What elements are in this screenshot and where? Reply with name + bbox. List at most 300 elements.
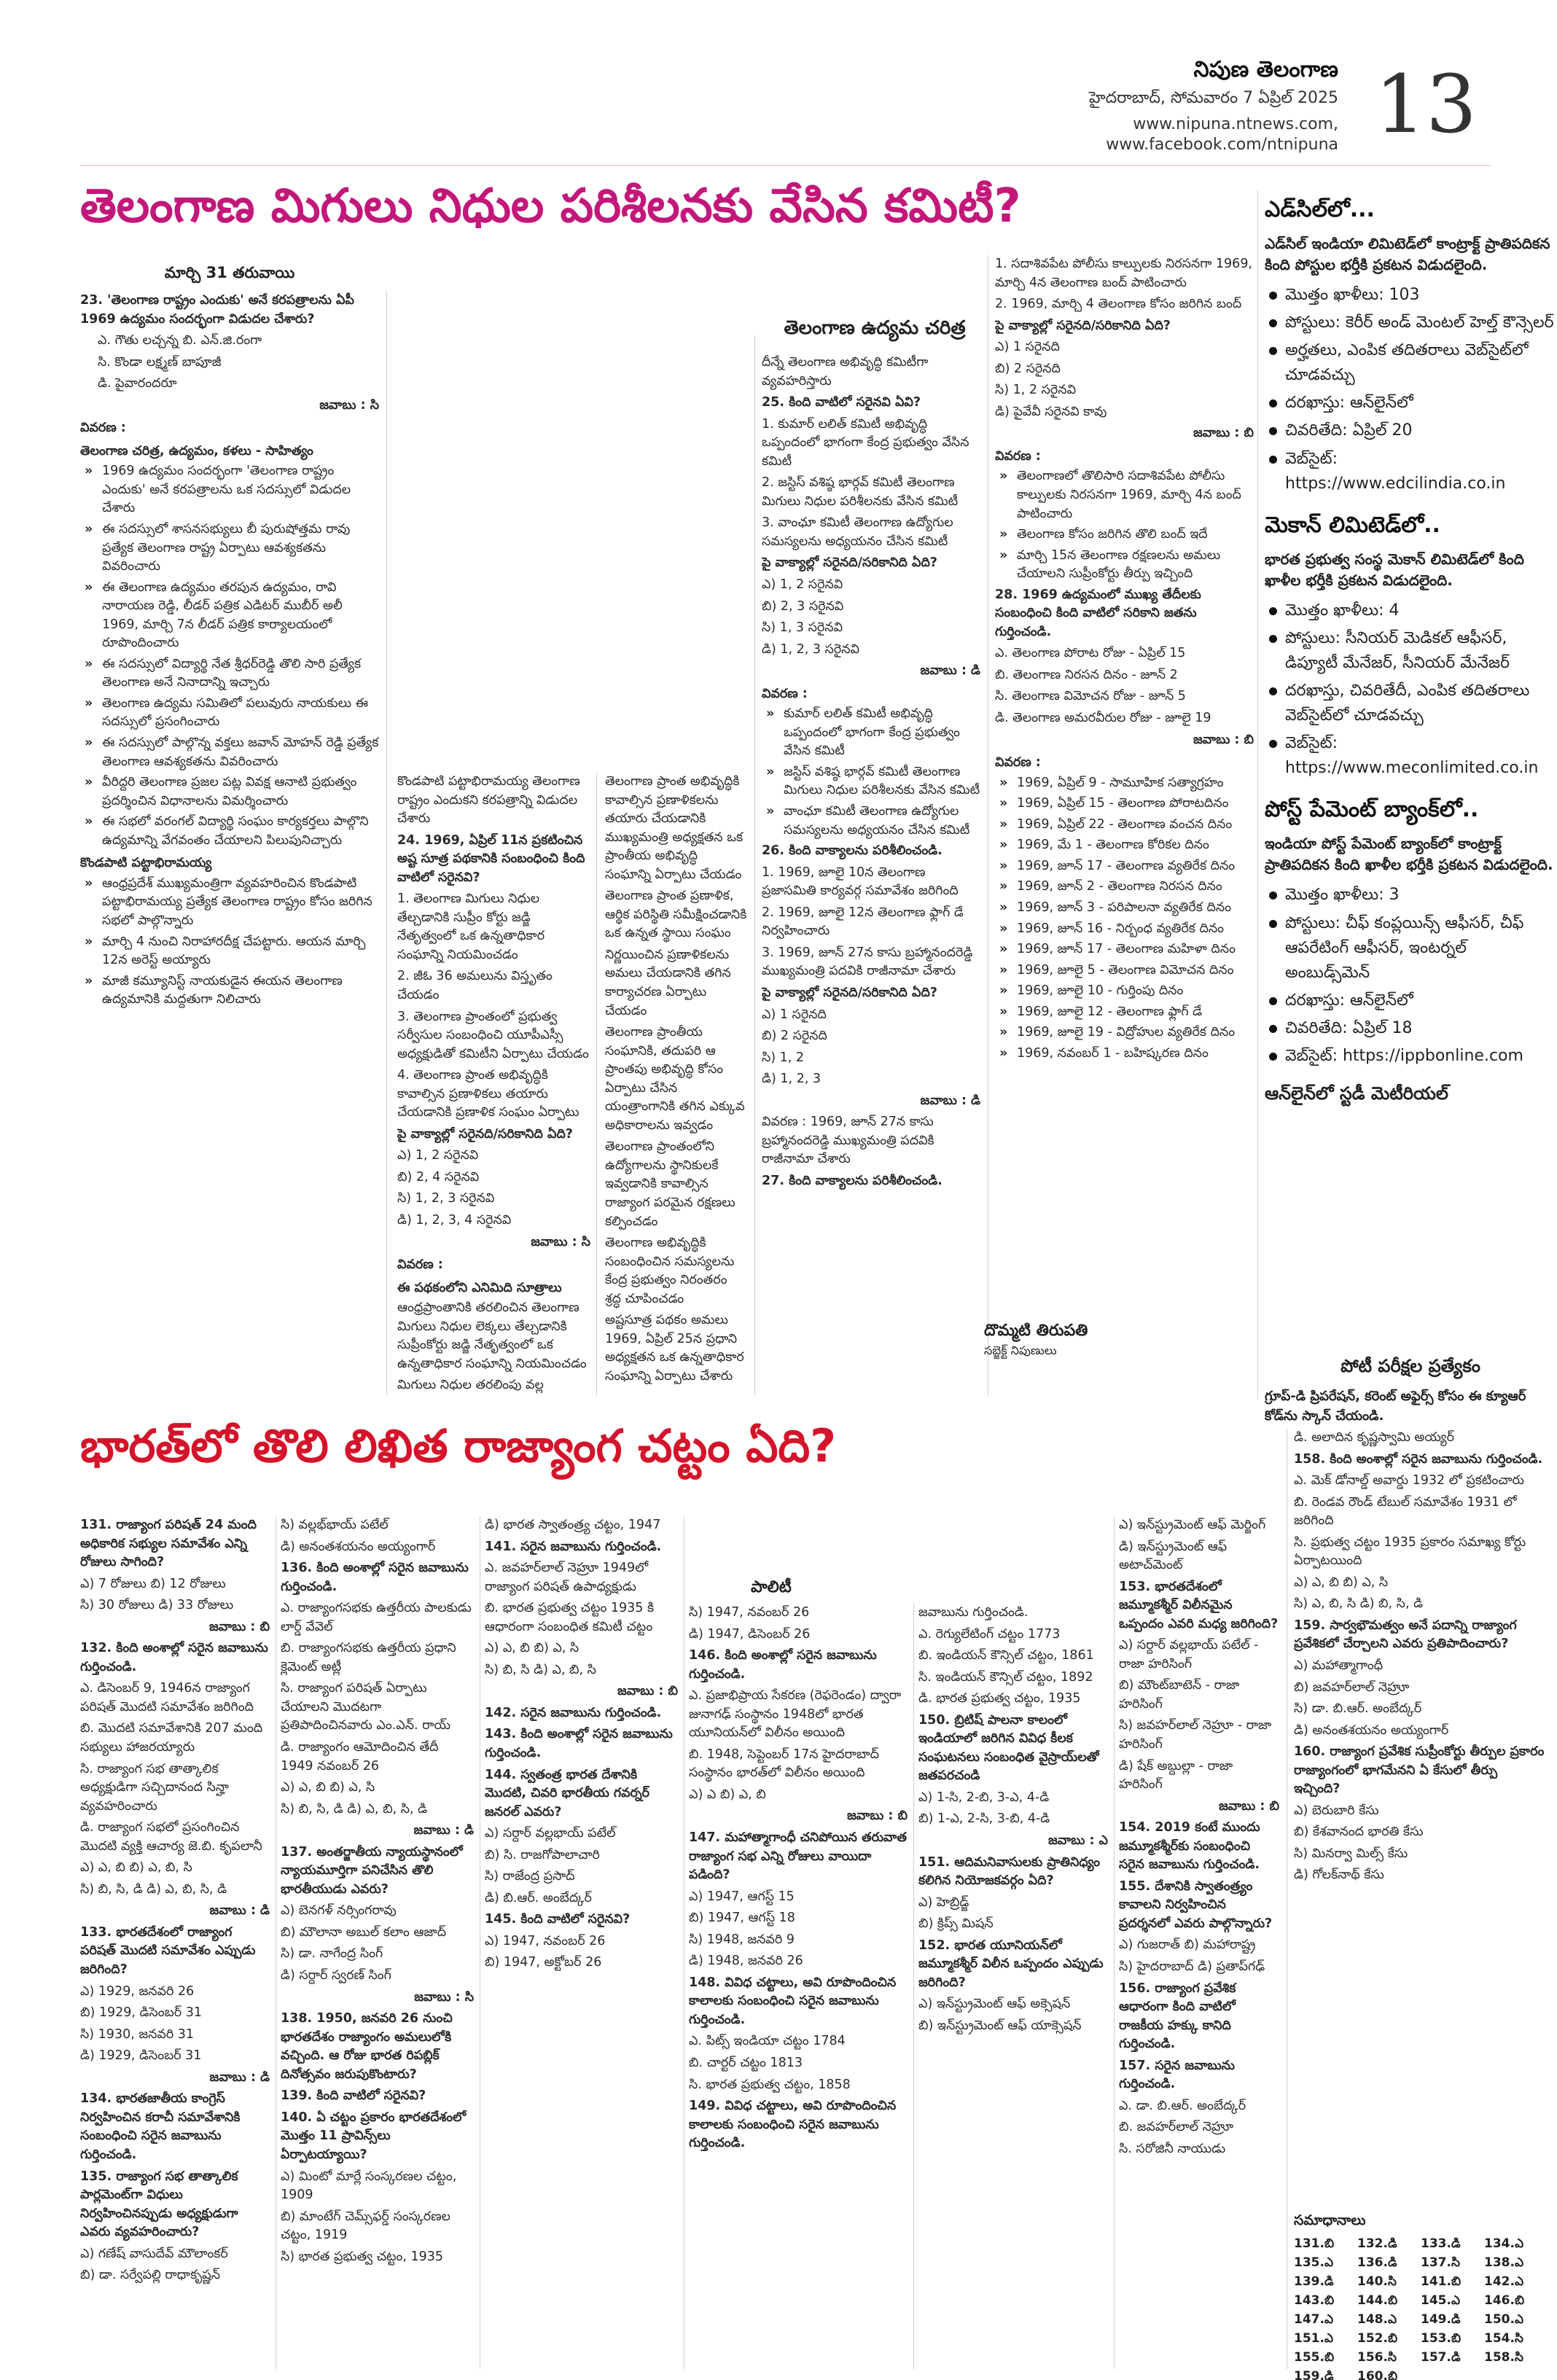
answer-key-item: 148.ఎ [1357, 2312, 1397, 2327]
answer-key-item: 136.డి [1357, 2255, 1397, 2270]
list-item: » 1969, జూన్ 17 - తెలంగాణ మహిళా దినం [995, 940, 1254, 959]
option: ఎ. రాజ్యాంగసభకు ఉత్తరీయ పాలకుడు లార్డ్ వేవెల్ [281, 1601, 472, 1634]
choice: బి) 2, 4 సరైనవి [397, 1169, 480, 1185]
explanation-heading: ఈ పథకంలోని ఎనిమిది సూత్రాలు [397, 1280, 562, 1295]
option: బి. రెండవ రౌండ్ టేబుల్ సమావేశం 1931 లో జరిగింది [1294, 1494, 1517, 1529]
choice: సి) డా. బి.ఆర్. అంబేద్కర్ [1294, 1701, 1422, 1717]
section-badge: తెలంగాణ ఉద్యమ చరిత్ర [784, 317, 966, 339]
choice: సి) 1948, జనవరి 9 [689, 1932, 795, 1947]
explanation-list [80, 875, 379, 1010]
column-divider [1257, 190, 1258, 1400]
choice: డి) 1947, డిసెంబర్ 26 [689, 1626, 811, 1642]
choice: ఎ) 1 సరైనది [995, 340, 1060, 355]
option: 3. 1969, జూన్ 27న కాసు బ్రహ్మానందరెడ్డి ముఖ్యమంత్రి పదవికి రాజీనామా చేశారు [762, 945, 973, 979]
question-131: 131. రాజ్యాంగ పరిషత్ 24 మంది అధికారిక సభ్యుల సమావేశం ఎన్ని రోజులు సాగింది? [80, 1518, 257, 1570]
list-item: దరఖాస్తు, చివరితేదీ, ఎంపిక తదితరాలు వెబ్‌సైట్‌లో చూడవచ్చు [1265, 679, 1556, 728]
option: బి. రాజ్యాంగసభకు ఉత్తరీయ ప్రధాని క్లెమెంట్ అట్లీ [281, 1641, 456, 1674]
question-25: 25. కింది వాటిలో సరైనవి ఏవి? [762, 395, 921, 410]
paragraph: కొండపాటి పట్టాభిరామయ్య తెలంగాణ రాష్ట్రం ఎందుకని కరపత్రాన్ని విడుదల చేశారు [397, 774, 580, 827]
explanation-list [762, 705, 980, 840]
list-item[interactable]: వెబ్‌సైట్: https://www.meconlimited.co.in [1265, 731, 1556, 781]
question-142: 142. సరైన జవాబును గుర్తించండి. [485, 1705, 662, 1720]
list-item: » వీరిద్దరి తెలంగాణ ప్రజల పట్ల వివక్ష ఆనాటి ప్రభుత్వం ప్రదర్శించిన విధానాలను విమర్శించారు [80, 773, 379, 811]
choice: బి) 1947, ఆగస్ట్ 18 [689, 1911, 795, 1926]
polity-column-4 [689, 1604, 908, 2369]
answer: జవాబు : బి [209, 1619, 270, 1634]
author-name: దొమ్మటి తిరుపతి [984, 1322, 1088, 1340]
answer-key-item: 141.బి [1421, 2274, 1462, 2289]
continued-tag: మార్చి 31 తరువాయి [164, 264, 295, 281]
question-133: 133. భారతదేశంలో రాజ్యాంగ పరిషత్ మొదటి సమావేశం ఎప్పుడు జరిగింది? [80, 1924, 256, 1978]
option: సి. భారత ప్రభుత్వ చట్టం, 1858 [689, 2077, 851, 2092]
question-156: 156. రాజ్యాంగ ప్రవేశిక ఆధారంగా కింది వాటిలో రాజకీయ హక్కు కానిది గుర్తించండి. [1119, 1981, 1236, 2052]
explanation-item: తెలంగాణ ప్రాంతంలోని ఉద్యోగాలను స్థానికులకే ఇవ్వడానికి కావాల్సిన రాజ్యాంగ పరమైన రక్షణలు కల్పించడం [605, 1139, 735, 1229]
choice: ఎ) 1947, నవంబర్ 26 [485, 1933, 606, 1948]
choice: డి) ఇన్‌స్ట్రుమెంట్ ఆఫ్ అటాచ్‌మెంట్ [1119, 1539, 1228, 1573]
polity-column-2 [281, 1516, 474, 2369]
choice: సి) బి, సి, డి డి) ఎ, బి, సి, డి [80, 1881, 227, 1897]
choice: సి) 1947, నవంబర్ 26 [689, 1605, 810, 1620]
list-item: » 1969, మే 1 - తెలంగాణ కోరికల దినం [995, 836, 1254, 855]
polity-column-3 [485, 1516, 678, 2369]
question-136: 136. కింది అంశాల్లో సరైన జవాబును గుర్తించండి. [281, 1561, 469, 1594]
question-148: 148. వివిధ చట్టాలు, అవి రూపొందించిన కాలాలకు సంబంధించి సరైన జవాబును గుర్తించండి. [689, 1975, 897, 2027]
answer-key-item: 156.సి [1357, 2350, 1397, 2365]
question-143: 143. కింది అంశాల్లో సరైన జవాబును గుర్తించండి. [485, 1727, 673, 1761]
option: 4. తెలంగాణ ప్రాంత అభివృద్ధికి కావాల్సిన ప్రణాళికలు తయారు చేయడానికి ప్రణాళిక సంఘం ఏర్పాటు [397, 1068, 580, 1120]
answer-key-item: 140.సి [1357, 2274, 1397, 2289]
option: సి. సరోజినీ నాయుడు [1119, 2141, 1226, 2156]
answer: జవాబు : బి [1219, 1798, 1279, 1814]
option: డి. పైవారందరూ [98, 376, 177, 391]
answer-key-item: 154.సి [1484, 2331, 1523, 2346]
list-item: » వాంఛూ కమిటీ తెలంగాణ ఉద్యోగుల సమస్యలను అధ్యయనం చేసిన కమిటీ [762, 803, 980, 840]
answer: జవాబు : బి [1193, 426, 1254, 441]
exam-box-desc: గ్రూప్-డి ప్రిపరేషన్, కరెంట్ అఫైర్స్ కోసం ఈ క్యూఆర్ కోడ్‌ను స్కాన్ చేయండి. [1265, 1389, 1526, 1424]
option: 1. కుమార్ లలిత్ కమిటీ అభివృద్ధి ఒప్పందంలో భాగంగా కేంద్ర ప్రభుత్వం వేసిన కమిటీ [762, 416, 969, 469]
question-153: 153. భారతదేశంలో జమ్మూకశ్మీర్ విలీనమైన ఒప్పందం ఎవరి మధ్య జరిగింది? [1119, 1579, 1279, 1631]
list-item[interactable]: వెబ్‌సైట్: https://www.edcilindia.co.in [1265, 447, 1556, 496]
answer: జవాబు : సి [319, 397, 379, 413]
list-item: » తెలంగాణ ఉద్యమ సమితిలో పలువురు నాయకులు ఈ సదస్సులో ప్రసంగించారు [80, 695, 379, 732]
choice: సి) రాజేంద్ర ప్రసాద్ [485, 1869, 575, 1884]
exam-special-box [1265, 1356, 1556, 1426]
list-item: మొత్తం ఖాళీలు: 4 [1265, 598, 1556, 623]
choice: డి) పైవేవీ సరైనవి కావు [995, 404, 1107, 419]
option: ఎ. పిట్స్ ఇండియా చట్టం 1784 [689, 2034, 846, 2049]
polity-column-1 [80, 1516, 270, 2369]
option: డి. తెలంగాణ అమరవీరుల రోజు - జూలై 19 [995, 711, 1211, 726]
option: 2. 1969, జూలై 12న తెలంగాణ ఫ్లాగ్ డే నిర్వహించారు [762, 905, 964, 939]
notice-heading: పోస్ట్ పేమెంట్ బ్యాంక్‌లో.. [1265, 797, 1479, 823]
notice-heading: ఎడ్‌సిల్‌లో... [1265, 197, 1375, 222]
choice: డి) భారత స్వాతంత్ర్య చట్టం, 1947 [485, 1518, 661, 1532]
choice: డి) గోలక్‌నాథ్ కేసు [1294, 1868, 1384, 1883]
choice: బి) మౌలానా అబుల్ కలాం ఆజాద్ [281, 1924, 447, 1940]
option: సి. రాజ్యాంగ సభ తాత్కాలిక అధ్యక్షుడిగా సచ్చిదానంద సిన్హా వ్యవహరించారు [80, 1761, 229, 1814]
option: డి. అలాదిన కృష్ణస్వామి అయ్యర్ [1294, 1430, 1455, 1445]
choice: బి) కేశవానంద భారతి కేసు [1294, 1825, 1424, 1840]
list-item: » 1969, ఏప్రిల్ 9 - సామూహిక సత్యాగ్రహం [995, 774, 1254, 793]
choice: ఎ) ఎ, బి బి) ఎ, సి [1294, 1575, 1389, 1590]
option: సి. ప్రభుత్వ చట్టం 1935 ప్రకారం సమాఖ్య కోర్టు ఏర్పాటయింది [1294, 1534, 1526, 1569]
answer-key-item: 133.డి [1421, 2236, 1461, 2251]
option: సి. తెలంగాణ విమోచన రోజు - జూన్ 5 [995, 689, 1186, 704]
choice: డి) అనంతశయనం అయ్యంగార్ [281, 1539, 436, 1554]
column-divider [386, 292, 387, 1396]
choice: ఎ) 1947, ఆగస్ట్ 15 [689, 1889, 795, 1904]
choice: డి) బి.ఆర్. అంబేద్కర్ [485, 1890, 592, 1905]
choice: బి) 1929, డిసెంబర్ 31 [80, 2005, 202, 2021]
question-152: 152. భారత యూనియన్‌లో జమ్మూకశ్మీర్ విలీన ఒప్పందం ఎప్పుడు జరిగింది? [918, 1938, 1104, 1990]
option: డి. రాజ్యాంగ సభలో ప్రసంగించిన మొదటి వ్యక్తి ఆచార్య జె.బి. కృపలానీ [80, 1820, 262, 1854]
choice: బి) క్రిప్స్ మిషన్ [918, 1916, 994, 1932]
choice: సి) 1, 2, 3 సరైనవి [397, 1191, 495, 1206]
choice: సి) ఎ, బి, సి డి) బి, సి, డి [1294, 1596, 1424, 1612]
option: ఎ. మెక్ డోనాల్డ్ అవార్డు 1932 లో ప్రకటించారు [1294, 1473, 1524, 1489]
list-item: » కుమార్ లలిత్ కమిటీ అభివృద్ధి ఒప్పందంలో భాగంగా కేంద్ర ప్రభుత్వం వేసిన కమిటీ [762, 705, 980, 761]
notice-intro: భారత ప్రభుత్వ సంస్థ మెకాన్ లిమిటెడ్‌లో కింది ఖాళీల భర్తీకి ప్రకటన విడుదలైంది. [1265, 550, 1524, 589]
notice-heading: మెకాన్ లిమిటెడ్‌లో.. [1265, 512, 1440, 538]
paragraph: జవాబును గుర్తించండి. [918, 1605, 1029, 1620]
answer-key-item: 158.సి [1484, 2350, 1523, 2365]
choice: ఎ) 1, 2 సరైనవి [397, 1148, 479, 1163]
choice: డి) 1929, డిసెంబర్ 31 [80, 2048, 202, 2064]
choice: డి) అనంతశయనం అయ్యంగార్ [1294, 1722, 1449, 1738]
explanation-label: వివరణ : [995, 448, 1041, 464]
choice: సి) డా. నాగేంద్ర సింగ్ [281, 1946, 383, 1962]
choice: ఎ) 1-సి, 2-బి, 3-ఎ, 4-డి [918, 1790, 1050, 1805]
answer-key-item: 150.ఎ [1484, 2312, 1524, 2327]
exam-box-title: పోటీ పరీక్షల ప్రత్యేకం [1341, 1356, 1480, 1376]
choice: డి) షేక్ అబ్దుల్లా - రాజా హరిసింగ్ [1119, 1758, 1233, 1792]
list-item: » ఈ సభలో వరంగల్ విద్యార్థి సంఘం కార్యకర్తలు పాల్గొని ఉద్యమాన్ని వేగవంతం చేయాలని పిలుపునిచ్చారు [80, 813, 379, 850]
column-divider [596, 773, 597, 1396]
explanation-item: తెలంగాణ ప్రాంత ప్రణాళిక, ఆర్థిక పరిస్థితి సమీక్షించడానికి ఒక ఉన్నత స్థాయి సంఘం [605, 889, 747, 941]
question-159: 159. సార్వభౌమత్వం అనే పదాన్ని రాజ్యాంగ ప్రవేశికలో చేర్చాలని ఎవరు ప్రతిపాదించారు? [1294, 1618, 1517, 1652]
choice: ఎ) 1 సరైనది [762, 1007, 827, 1022]
list-item: » తెలంగాణ కోసం జరిగిన తొలి బంద్ ఇదే [995, 526, 1254, 545]
choice: ఎ) ఎ, బి బి) ఎ, సి [485, 1641, 580, 1656]
explanation-label: వివరణ : [80, 421, 126, 436]
answer-key-item: 132.డి [1357, 2236, 1397, 2251]
answer: జవాబు : డి [209, 1903, 270, 1919]
subheading: కొండపాటి పట్టాభిరామయ్య [80, 856, 212, 871]
column-divider [913, 1604, 914, 2369]
option: బి. జవహర్‌లాల్ నెహ్రూ [1119, 2120, 1234, 2135]
notice-intro: ఎడ్‌సిల్ ఇండియా లిమిటెడ్‌లో కాంట్రాక్ట్ ప్రాతిపదికన కింది పోస్టుల భర్తీకి ప్రకటన విడుదలైంది. [1265, 235, 1550, 273]
answer-key-item: 139.డి [1294, 2274, 1334, 2289]
list-item: » 1969, జూన్ 16 - నిర్బంధ వ్యతిరేక దినం [995, 920, 1254, 939]
option: డి. భారత ప్రభుత్వ చట్టం, 1935 [918, 1691, 1081, 1706]
choice: డి) 1, 2, 3, 4 సరైనవి [397, 1213, 512, 1228]
answer-key-item: 153.బి [1421, 2331, 1462, 2346]
notice-intro: ఇండియా పోస్ట్ పేమెంట్ బ్యాంక్‌లో కాంట్రాక్ట్ ప్రాతిపదికన కింది ఖాళీల భర్తీకి ప్రకటన విడుదలైంది. [1265, 835, 1553, 874]
question-prompt: పై వాక్యాల్లో సరైనది/సరికానిది ఏది? [995, 318, 1171, 333]
explanation: వివరణ : 1969, జూన్ 27న కాసు బ్రహ్మానందరెడ్డి ముఖ్యమంత్రి పదవికి రాజీనామా చేశారు [762, 1115, 934, 1167]
list-item: అర్హతలు, ఎంపిక తదితరాలు వెబ్‌సైట్‌లో చూడవచ్చు [1265, 338, 1556, 388]
explanation-item: నిర్ణయించిన ప్రణాళికలను అమలు చేయడానికి తగిన కార్యాచరణ ఏర్పాటు చేయడం [605, 947, 731, 1018]
answer-key-item: 137.సి [1421, 2255, 1460, 2270]
choice: ఎ) ఎ బి) ఎ, బి [689, 1787, 766, 1802]
answer: జవాబు : డి [920, 1093, 980, 1108]
choice: ఎ) ఎ, బి బి) ఎ, బి, సి [80, 1860, 192, 1876]
choice: సి) భారత ప్రభుత్వ చట్టం, 1935 [281, 2249, 444, 2264]
answer-key-item: 159.డి [1294, 2369, 1334, 2380]
jobs-sidebar [1265, 190, 1556, 1108]
polity-column-6 [1119, 1516, 1279, 2369]
choice: ఎ) 1, 2 సరైనవి [762, 577, 843, 593]
column-2 [397, 773, 590, 1396]
answer-key-item: 131.బి [1294, 2236, 1335, 2251]
choice: బి) 2 సరైనది [762, 1029, 827, 1044]
author-credit [984, 1322, 1246, 1360]
option: బి. చార్టర్ చట్టం 1813 [689, 2056, 803, 2071]
list-item: » 1969, జూలై 10 - గుర్తింపు దినం [995, 982, 1254, 1001]
list-item: » 1969, నవంబర్ 1 - బహిష్కరణ దినం [995, 1045, 1254, 1064]
explanation-label: వివరణ : [762, 686, 808, 701]
choice: డి) సర్దార్ స్వరణ్ సింగ్ [281, 1968, 391, 1983]
choice: ఎ) హెబ్రిడ్జ్ [918, 1895, 969, 1910]
list-item: మొత్తం ఖాళీలు: 103 [1265, 283, 1556, 308]
option: 2. జస్టిస్ వశిష్ఠ భార్గవ్ కమిటీ తెలంగాణ మిగులు నిధుల పరిశీలనకు వేసిన కమిటీ [762, 475, 959, 509]
answer: జవాబు : సి [414, 1989, 474, 2005]
question-155: 155. దేశానికి స్వాతంత్ర్యం కావాలని నిర్వహించిన ప్రదర్శనలో ఎవరు పాల్గొన్నారు? [1119, 1878, 1273, 1931]
option: ఎ. జవహర్‌లాల్ నెహ్రూ 1949లో రాజ్యాంగ పరిషత్ ఉపాధ్యక్షుడు [485, 1561, 649, 1594]
list-item: దరఖాస్తు: ఆన్‌లైన్‌లో [1265, 988, 1556, 1013]
option: 2. 1969, మార్చి 4 తెలంగాణ కోసం జరిగిన బంద్ [995, 297, 1242, 312]
header-divider [80, 165, 1491, 166]
list-item[interactable]: వెబ్‌సైట్: https://ippbonline.com [1265, 1044, 1556, 1069]
answer-key-item: 142.ఎ [1484, 2274, 1524, 2289]
list-item: » 1969, జూన్ 3 - పరిపాలనా వ్యతిరేక దినం [995, 899, 1254, 918]
answer-key-item: 147.ఎ [1294, 2312, 1334, 2327]
list-item: పోస్టులు: చీఫ్ కంప్లయిన్స్ ఆఫీసర్, చీఫ్ ఆపరేటింగ్ ఆఫీసర్, ఇంటర్నల్ అంబుడ్స్‌మెన్ [1265, 911, 1556, 986]
answer: జవాబు : బి [617, 1684, 678, 1699]
headline-telangana: తెలంగాణ మిగులు నిధుల పరిశీలనకు వేసిన కమిటీ? [80, 179, 1021, 233]
choice: ఎ) సర్దార్ వల్లభాయ్ పటేల్ [485, 1826, 616, 1841]
list-item: చివరితేది: ఏప్రిల్ 18 [1265, 1016, 1556, 1041]
answer-key-item: 152.బి [1357, 2331, 1398, 2346]
choice: సి) వల్లభ్‌భాయ్ పటేల్ [281, 1518, 389, 1532]
list-item: » 1969 ఉద్యమం సందర్భంగా 'తెలంగాణ రాష్ట్రం ఎందుకు' అనే కరపత్రాలను ఒక సదస్సులో విడుదల చేశారు [80, 462, 379, 518]
column-4 [762, 354, 980, 1396]
question-24: 24. 1969, ఏప్రిల్ 11న ప్రకటించిన అష్ట సూత్ర పథకానికి సంబంధించి కింది వాటిలో సరైనవి? [397, 832, 585, 885]
choice: ఎ) బెరుబారి కేసు [1294, 1803, 1379, 1818]
author-role: సబ్జెక్ట్ నిపుణులు [984, 1343, 1057, 1357]
question-134: 134. భారతజాతీయ కాంగ్రెస్ నిర్వహించిన కరాచీ సమావేశానికి సంబంధించి సరైన జవాబును గుర్తించండి. [80, 2091, 241, 2162]
choice: బి) 1947, అక్టోబర్ 26 [485, 1955, 602, 1970]
explanation-list [80, 462, 379, 850]
question-26: 26. కింది వాక్యాలను పరిశీలించండి. [762, 843, 943, 859]
list-item: దరఖాస్తు: ఆన్‌లైన్‌లో [1265, 391, 1556, 415]
option: డి. రాజ్యాంగం ఆమోదించిన తేదీ 1949 నవంబర్ 26 [281, 1740, 439, 1774]
question-147: 147. మహాత్మాగాంధీ చనిపోయిన తరువాత రాజ్యాంగ సభ ఎన్ని రోజులు వాయిదా పడింది? [689, 1830, 907, 1883]
choice: ఎ) బెనగళ్ నర్సింగరావు [281, 1903, 397, 1919]
option: ఎ. రెగ్యులేటింగ్ చట్టం 1773 [918, 1626, 1061, 1642]
question-158: 158. కింది అంశాల్లో సరైన జవాబును గుర్తించండి. [1294, 1451, 1543, 1467]
list-item: » ఈ సదస్సులో శాసనసభ్యులు బీ పురుషోత్తమ రావు ప్రత్యేక తెలంగాణ రాష్ట్ర ఏర్పాటు ఆవశ్యకతను వివరించారు [80, 520, 379, 577]
choice: ఎ) 1929, జనవరి 26 [80, 1983, 195, 1999]
study-material-note: ఆన్‌లైన్‌లో స్టడీ మెటీరియల్ [1265, 1083, 1448, 1104]
list-item: » 1969, జూన్ 17 - తెలంగాణ వ్యతిరేక దినం [995, 857, 1254, 876]
list-item: » 1969, జూలై 5 - తెలంగాణ విమోచన దినం [995, 961, 1254, 980]
option: బి. తెలంగాణ నిరసన దినం - జూన్ 2 [995, 667, 1178, 682]
notice-list [1265, 283, 1556, 496]
issue-date: హైదరాబాద్, సోమవారం 7 ఏప్రిల్ 2025 [1088, 89, 1338, 107]
explanation-label: వివరణ : [995, 755, 1041, 770]
question-151: 151. ఆదిమనివాసులకు ప్రాతినిధ్యం కలిగిన నియోజకవర్గం ఏది? [918, 1854, 1100, 1889]
option: సి. ఇండియన్ కౌన్సిల్ చట్టం, 1892 [918, 1669, 1093, 1685]
paragraph: దీన్నే తెలంగాణ అభివృద్ధి కమిటీగా వ్యవహరిస్తారు [762, 355, 929, 389]
choice: సి) 1, 2 [762, 1050, 805, 1065]
choice: సి) హైదరాబాద్ డి) ప్రతాప్‌గఢ్ [1119, 1959, 1265, 1975]
option: బి. ఇండియన్ కౌన్సిల్ చట్టం, 1861 [918, 1648, 1094, 1663]
list-item: » ఈ సదస్సులో విద్యార్థి నేత శ్రీధర్‌రెడ్డి తొలి సారి ప్రత్యేక తెలంగాణ అనే నినాదాన్ని ఇచ్చారు [80, 655, 379, 692]
notice-list [1265, 598, 1556, 781]
section-badge: పాలిటీ [751, 1578, 792, 1596]
answer: జవాబు : డి [920, 663, 980, 679]
answer: జవాబు : బి [1193, 732, 1254, 747]
list-item: » ఈ తెలంగాణ ఉద్యమం తరపున ఉద్యమం, రావి నారాయణ రెడ్డి, లీడర్ పత్రిక ఎడిటర్ ముబీర్ అలీ 1969, మార్చి 7న లీడర్ పత్రిక కార్యాలయంలో రూపొందించారు [80, 579, 379, 653]
question-137: 137. అంతర్జాతీయ న్యాయస్థానంలో న్యాయమూర్తిగా పనిచేసిన తొలి భారతీయుడు ఎవరు? [281, 1844, 463, 1897]
question-prompt: పై వాక్యాల్లో సరైనది/సరికానిది ఏది? [762, 985, 937, 1000]
choice: బి) మాంటేగ్ చెమ్స్‌ఫర్డ్ సంస్కరణల చట్టం, 1919 [281, 2209, 450, 2243]
answer: జవాబు : సి [531, 1234, 590, 1249]
choice: ఎ) మింటో మార్లే సంస్కరణల చట్టం, 1909 [281, 2169, 457, 2203]
headline-constitution: భారత్‌లో తొలి లిఖిత రాజ్యాంగ చట్టం ఏది? [80, 1419, 837, 1472]
list-item: చివరితేది: ఏప్రిల్ 20 [1265, 418, 1556, 443]
choice: డి) 1, 2, 3 సరైనవి [762, 641, 859, 657]
list-item: » 1969, జూన్ 2 - తెలంగాణ నిరసన దినం [995, 878, 1254, 897]
list-item: » 1969, జూలై 12 - తెలంగాణ ఫ్లాగ్ డే [995, 1003, 1254, 1022]
choice: బి) డా. సర్వేపల్లి రాధాకృష్ణన్ [80, 2268, 220, 2283]
question-27: 27. కింది వాక్యాలను పరిశీలించండి. [762, 1173, 943, 1188]
explanation-heading: తెలంగాణ చరిత్ర, ఉద్యమం, కళలు - సాహిత్యం [80, 443, 313, 459]
answer-key-item: 155.బి [1294, 2350, 1335, 2365]
choice: సి) 30 రోజులు డి) 33 రోజులు [80, 1598, 234, 1613]
option: బి. మొదటి సమావేశానికి 207 మంది సభ్యులు హాజరయ్యారు [80, 1721, 263, 1755]
option: 2. జీఓ 36 అమలును విస్తృతం చేయడం [397, 969, 553, 1003]
column-3 [605, 773, 747, 1396]
option: 1. సదాశివపేట పోలీసు కాల్పులకు నిరసనగా 1969, మార్చి 4న తెలంగాణ బంద్ పాటించారు [995, 257, 1253, 290]
option: ఎ. డిసెంబర్ 9, 1946న రాజ్యాంగ పరిషత్ మొదటి సమావేశం జరిగింది [80, 1681, 254, 1714]
choice: బి) మౌంట్‌బాటెన్ - రాజా హరిసింగ్ [1119, 1678, 1240, 1712]
column-1 [80, 292, 379, 1396]
choice: డి) 1, 2, 3 [762, 1072, 821, 1087]
option: బి. 1948, సెప్టెంబర్ 17న హైదరాబాద్ సంస్థానం భారత్‌లో విలీనం అయింది [689, 1747, 880, 1781]
answer-key-item: 151.ఎ [1294, 2331, 1334, 2346]
choice: సి) మినర్వా మిల్స్ కేసు [1294, 1846, 1408, 1861]
question-146: 146. కింది అంశాల్లో సరైన జవాబును గుర్తించండి. [689, 1648, 877, 1682]
choice: సి) 1930, జనవరి 31 [80, 2026, 195, 2042]
choice: డి) 1948, జనవరి 26 [689, 1954, 803, 1969]
answer-key-item: 134.ఎ [1484, 2236, 1524, 2251]
list-item: » 1969, ఏప్రిల్ 22 - తెలంగాణ వంచన దినం [995, 816, 1254, 835]
option: 1. 1969, జూలై 10న తెలంగాణ ప్రజాసమితి కార్యవర్గ సమావేశం జరిగింది [762, 865, 959, 899]
choice: సి) 1, 2 సరైనవి [995, 383, 1077, 398]
option: ఎ. ప్రజాభిప్రాయ సేకరణ (రెఫరెండం) ద్వారా జునాగఢ్ సంస్థానం 1948లో భారత యూనియన్‌లో విలీనం అయింది [689, 1688, 902, 1741]
explanation-item: మిగులు నిధుల తరలింపు వల్ల [397, 1378, 544, 1393]
question-160: 160. రాజ్యాంగ ప్రవేశిక సుప్రీంకోర్టు తీర్పుల ప్రకారం రాజ్యాంగంలో భాగమేనని ఏ కేసులో తీర్పు ఇచ్చింది? [1294, 1744, 1545, 1797]
website-link[interactable]: www.nipuna.ntnews.com, [1133, 115, 1338, 133]
page-number: 13 [1375, 58, 1477, 151]
choice: ఎ) ఇన్‌స్ట్రుమెంట్ ఆఫ్ అక్సెషన్ [918, 1997, 1071, 2012]
choice: బి) ఇన్‌స్ట్రుమెంట్ ఆఫ్ యాక్సెషన్ [918, 2018, 1082, 2033]
question-139: 139. కింది వాటిలో సరైనవి? [281, 2088, 426, 2104]
explanation-item: తెలంగాణ అభివృద్ధికి సంబంధించిన సమస్యలను కేంద్ర ప్రభుత్వం నిరంతరం శ్రద్ధ చూపించడం [605, 1236, 735, 1306]
answer: జవాబు : డి [413, 1823, 474, 1838]
question-149: 149. వివిధ చట్టాలు, అవి రూపొందించిన కాలాలకు సంబంధించి సరైన జవాబును గుర్తించండి. [689, 2099, 897, 2151]
list-item: » జస్టిస్ వశిష్ఠ భార్గవ్ కమిటీ తెలంగాణ మిగులు నిధుల పరిశీలనకు వేసిన కమిటీ [762, 763, 980, 800]
answer-key-title: సమాధానాలు [1294, 2212, 1366, 2228]
question-154: 154. 2019 కంటే ముందు జమ్మూకశ్మీర్‌కు సంబంధించి సరైన జవాబును గుర్తించండి. [1119, 1820, 1260, 1873]
choice: ఎ) మహాత్మాగాంధీ [1294, 1658, 1384, 1674]
answer: జవాబు : ఎ [1048, 1833, 1108, 1849]
masthead [0, 0, 1557, 168]
answer-key-item: 145.ఎ [1421, 2293, 1461, 2308]
choice: బి) 2 సరైనది [995, 361, 1061, 376]
explanation-label: వివరణ : [397, 1257, 443, 1273]
choice: బి) 2, 3 సరైనవి [762, 598, 844, 614]
question-135: 135. రాజ్యాంగ సభ తాత్కాలిక పార్లమెంట్‌గా విధులు నిర్వహించినప్పుడు అధ్యక్షుడుగా ఎవరు వ్యవహరించారు? [80, 2169, 238, 2240]
choice: సి) బి, సి, డి డి) ఎ, బి, సి, డి [281, 1801, 428, 1817]
brand-name: నిపుణ తెలంగాణ [1193, 57, 1338, 82]
choice: ఎ) గుజరాత్ బి) మహారాష్ట్ర [1119, 1938, 1256, 1953]
notice-list [1265, 883, 1556, 1069]
answer-key-item: 157.డి [1421, 2350, 1461, 2365]
option: సి. రాజ్యాంగ పరిషత్ ఏర్పాటు చేయాలని మొదటగా ప్రతిపాదించినవారు ఎం.ఎన్. రాయ్ [281, 1681, 451, 1733]
explanation-list [995, 467, 1254, 583]
list-item: » తెలంగాణలో తొలిసారి సదాశివపేట పోలీసు కాల్పులకు నిరసనగా 1969, మార్చి 4న బంద్ పాటించారు [995, 467, 1254, 523]
question-prompt: పై వాక్యాల్లో సరైనది/సరికానిది ఏది? [762, 555, 937, 571]
list-item: » ఈ సదస్సులో పాల్గొన్న వక్తలు జవాన్ మోహన్ రెడ్డి ప్రత్యేక తెలంగాణ ఆవశ్యకతను వివరించారు [80, 734, 379, 771]
answer-key-item: 138.ఎ [1484, 2255, 1524, 2270]
question-145: 145. కింది వాటిలో సరైనవి? [485, 1912, 631, 1927]
list-item: » మార్చి 4 నుంచి నిరాహారదీక్ష చేపట్టారు. ఆయన మార్చి 12న అరెస్ట్ అయ్యారు [80, 933, 379, 970]
answer: జవాబు : బి [847, 1809, 908, 1824]
answer-key-item: 149.డి [1421, 2312, 1461, 2327]
polity-column-5 [918, 1604, 1108, 2369]
question-141: 141. సరైన జవాబును గుర్తించండి. [485, 1539, 662, 1554]
option: ఎ. తెలంగాణ పోరాట రోజు - ఏప్రిల్ 15 [995, 646, 1186, 661]
answer-key-grid [1294, 2236, 1542, 2380]
question-23: 23. 'తెలంగాణ రాష్ట్రం ఎందుకు' అనే కరపత్రాలను ఏపీ 1969 ఉద్యమం సందర్భంగా విడుదల చేశారు? [80, 293, 354, 327]
option: బి. భారత ప్రభుత్వ చట్టం 1935 కి ఆధారంగా సంబంధిత కమిటీ చట్టం [485, 1601, 655, 1634]
choice: సి) బి, సి డి) ఎ, బి, సి [485, 1662, 596, 1677]
question-157: 157. సరైన జవాబును గుర్తించండి. [1119, 2058, 1235, 2092]
facebook-link[interactable]: www.facebook.com/ntnipuna [1106, 136, 1338, 154]
choice: ఎ) గణేష్ వాసుదేవ్ మౌలాంకర్ [80, 2246, 228, 2261]
option: 1. తెలంగాణ మిగులు నిధుల తేల్చడానికి సుప్రీం కోర్టు జడ్జి నేతృత్వంలో ఒక ఉన్నతాధికార సంఘాన్ని నియమించడం [397, 891, 545, 962]
question-150: 150. బ్రిటిష్ పాలనా కాలంలో ఇండియాలో జరిగిన వివిధ కీలక సంఘటనలు సంబంధిత వైస్రాయ్‌లతో జతపరచండి [918, 1712, 1099, 1784]
answer: జవాబు : డి [209, 2069, 270, 2085]
answer-key-item: 160.బి [1357, 2369, 1398, 2380]
column-5 [995, 255, 1254, 1319]
question-140: 140. ఏ చట్టం ప్రకారం భారతదేశంలో మొత్తం 11 ప్రావిన్స్‌లు ఏర్పాటయ్యాయి? [281, 2110, 467, 2162]
explanation-item: ఆంధ్రప్రాంతానికి తరలించిన తెలంగాణ మిగులు నిధుల లెక్కలు తేల్చడానికి సుప్రీంకోర్టు జడ్జి నేతృత్వంలో ఒక ఉన్నతాధికార సంఘాన్ని నియమించడం [397, 1300, 587, 1371]
paragraph: అష్టసూత్ర పథకం అమలు 1969, ఏప్రిల్ 25న ప్రధాని అధ్యక్షతన ఒక ఉన్నతాధికార సంఘాన్ని ఏర్పాటు చేశారు [605, 1313, 744, 1384]
list-item: » మాజీ కమ్యూనిస్ట్ నాయకుడైన ఈయన తెలంగాణ ఉద్యమానికి మద్దతుగా నిలిచారు [80, 972, 379, 1010]
option: ఎ. డా. బి.ఆర్. అంబేద్కర్ [1119, 2098, 1246, 2113]
list-item: పోస్టులు: సీనియర్ మెడికల్ ఆఫీసర్, డిప్యూటీ మేనేజర్, సీనియర్ మేనేజర్ [1265, 626, 1556, 676]
option: 3. వాంఛూ కమిటీ తెలంగాణ ఉద్యోగుల సమస్యలను అధ్యయనం చేసిన కమిటీ [762, 515, 953, 549]
explanation-item: తెలంగాణ ప్రాంతీయ సంఘానికి, తదుపరి ఆ ప్రాంతపు అభివృద్ధి కోసం ఏర్పాటు చేసిన యంత్రాంగానికి తగిన ఎక్కువ అధికారాలను ఇవ్వడం [605, 1025, 745, 1133]
option: ఎ. గౌతు లచ్చన్న బి. ఎన్‌.జి.రంగా [98, 333, 262, 348]
choice: ఎ) 7 రోజులు బి) 12 రోజులు [80, 1576, 226, 1591]
choice: బి) సి. రాజగోపాలాచారి [485, 1847, 600, 1862]
answer-key [1294, 2212, 1542, 2380]
